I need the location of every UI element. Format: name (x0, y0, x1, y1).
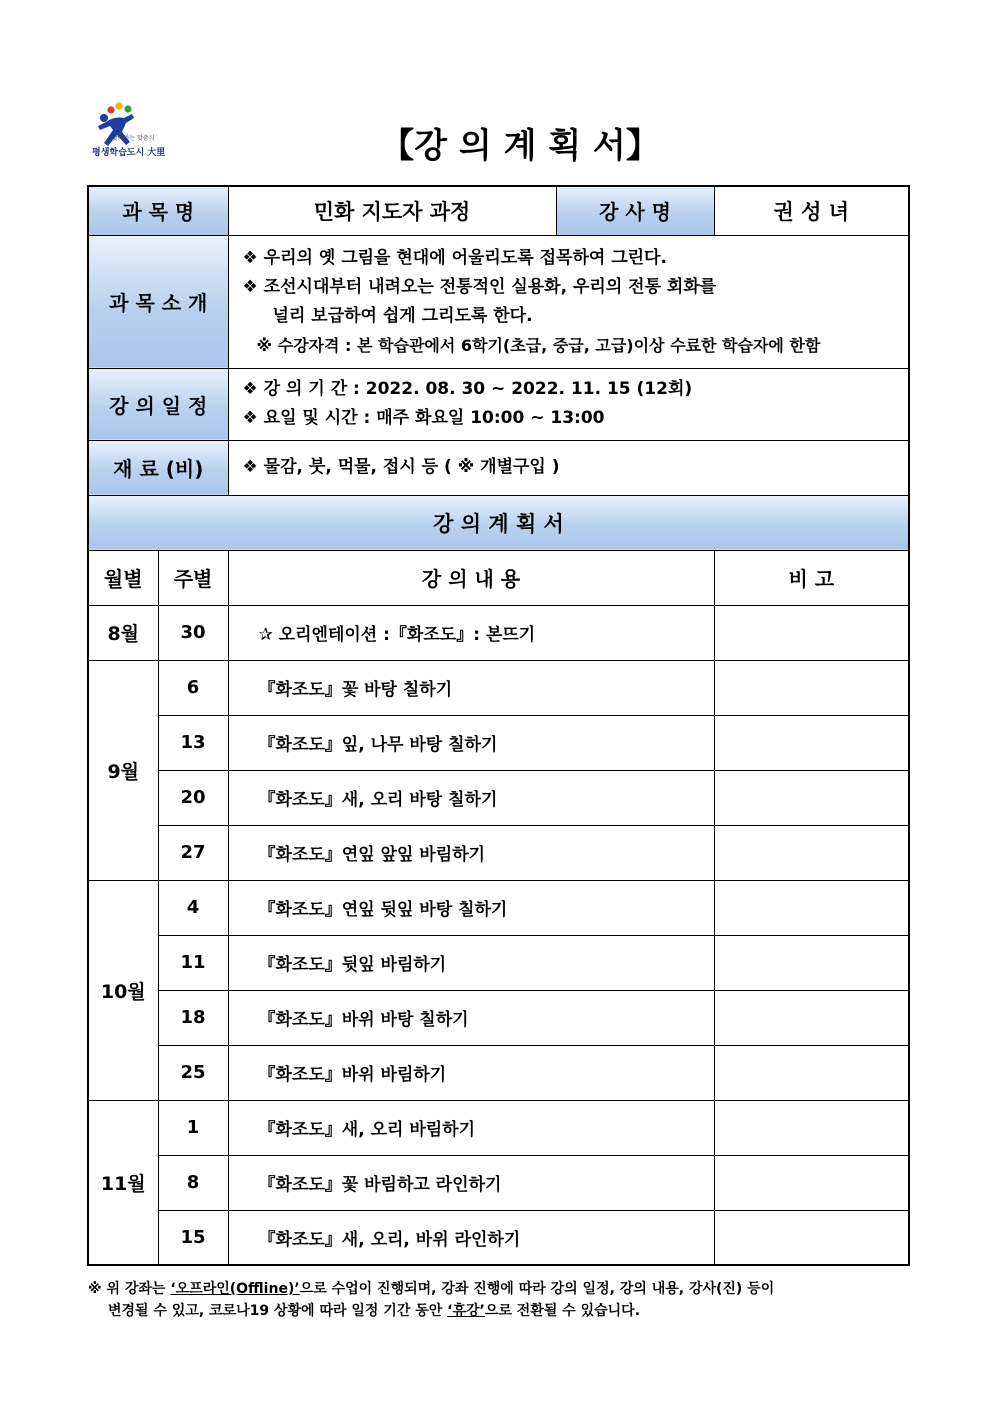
logo-slogan: 찾아가는 맞춤식 (112, 135, 155, 142)
table-row (88, 880, 909, 935)
remarks-cell (714, 715, 909, 770)
schedule-period: ❖ 강 의 기 간 : 2022. 08. 30 ~ 2022. 11. 15 (12회) (242, 379, 693, 399)
remarks-cell (714, 825, 909, 880)
intro-line: 널리 보급하여 쉽게 그리도록 한다. (272, 305, 533, 326)
footnote (88, 1278, 908, 1322)
footnote-line-1 (88, 1278, 908, 1300)
remarks-cell (714, 1155, 909, 1210)
logo-city-name: 평생학습도시 大里 (92, 148, 166, 158)
break-emphasis: ‘휴강’ (447, 1303, 485, 1319)
content-cell: 『화조도』뒷잎 바림하기 (228, 935, 714, 990)
content-cell: 『화조도』새, 오리 바탕 칠하기 (228, 770, 714, 825)
month-column-header: 월별 (88, 550, 158, 605)
week-cell: 27 (158, 825, 228, 880)
month-cell: 9월 (88, 660, 158, 880)
week-cell: 13 (158, 715, 228, 770)
remarks-cell (714, 1100, 909, 1155)
month-cell: 8월 (88, 605, 158, 660)
materials-label: 재 료 (비) (88, 440, 228, 495)
week-cell: 25 (158, 1045, 228, 1100)
remarks-column-header: 비 고 (714, 550, 909, 605)
table-row (88, 770, 909, 825)
intro-line: ❖ 우리의 옛 그림을 현대에 어울리도록 접목하여 그린다. (242, 247, 667, 268)
remarks-cell (714, 1210, 909, 1265)
course-name-value: 민화 지도자 과정 (228, 186, 556, 235)
content-cell: 『화조도』바위 바림하기 (228, 1045, 714, 1100)
content-cell: 『화조도』연잎 앞잎 바림하기 (228, 825, 714, 880)
course-name-label: 과 목 명 (88, 186, 228, 235)
content-cell: 『화조도』연잎 뒷잎 바탕 칠하기 (228, 880, 714, 935)
content-cell: 『화조도』바위 바탕 칠하기 (228, 990, 714, 1045)
content-cell: 『화조도』꽃 바림하고 라인하기 (228, 1155, 714, 1210)
footnote-text: 으로 수업이 진행되며, 강좌 진행에 따라 강의 일정, 강의 내용, 강사(진) 등이 (299, 1281, 775, 1297)
eligibility-note: ※ 수강자격 : 본 학습관에서 6학기(초급, 중급, 고급)이상 수료한 학습자에 한함 (256, 335, 821, 355)
schedule-content (228, 368, 909, 440)
document-title: 【강 의 계 획 서】 (380, 126, 660, 166)
content-cell: ✰ 오리엔테이션 :『화조도』: 본뜨기 (228, 605, 714, 660)
week-column-header: 주별 (158, 550, 228, 605)
footnote-text: 변경될 수 있고, 코로나19 상황에 따라 일정 기간 동안 (108, 1303, 448, 1319)
content-cell: 『화조도』잎, 나무 바탕 칠하기 (228, 715, 714, 770)
table-row (88, 825, 909, 880)
city-logo (88, 100, 198, 162)
footnote-text: 으로 전환될 수 있습니다. (484, 1303, 641, 1319)
instructor-label: 강 사 명 (556, 186, 714, 235)
course-plan-table (87, 185, 910, 1266)
content-cell: 『화조도』새, 오리, 바위 라인하기 (228, 1210, 714, 1265)
week-cell: 11 (158, 935, 228, 990)
table-row (88, 935, 909, 990)
schedule-label: 강 의 일 정 (88, 368, 228, 440)
remarks-cell (714, 660, 909, 715)
course-intro-content (228, 235, 909, 368)
materials-content: ❖ 물감, 붓, 먹물, 접시 등 ( ※ 개별구입 ) (228, 440, 909, 495)
remarks-cell (714, 605, 909, 660)
course-intro-label: 과 목 소 개 (88, 235, 228, 368)
table-row (88, 1045, 909, 1100)
table-row (88, 990, 909, 1045)
content-cell: 『화조도』새, 오리 바림하기 (228, 1100, 714, 1155)
remarks-cell (714, 990, 909, 1045)
remarks-cell (714, 770, 909, 825)
week-cell: 4 (158, 880, 228, 935)
week-cell: 8 (158, 1155, 228, 1210)
week-cell: 18 (158, 990, 228, 1045)
table-row (88, 1210, 909, 1265)
intro-line: ❖ 조선시대부터 내려오는 전통적인 실용화, 우리의 전통 회화를 (242, 276, 717, 297)
content-cell: 『화조도』꽃 바탕 칠하기 (228, 660, 714, 715)
week-cell: 6 (158, 660, 228, 715)
week-cell: 15 (158, 1210, 228, 1265)
week-cell: 1 (158, 1100, 228, 1155)
week-cell: 20 (158, 770, 228, 825)
plan-section-title: 강 의 계 획 서 (88, 495, 909, 550)
month-cell: 11월 (88, 1100, 158, 1265)
remarks-cell (714, 935, 909, 990)
table-row (88, 1100, 909, 1155)
table-row (88, 1155, 909, 1210)
remarks-cell (714, 880, 909, 935)
table-row (88, 715, 909, 770)
remarks-cell (714, 1045, 909, 1100)
table-row (88, 605, 909, 660)
month-cell: 10월 (88, 880, 158, 1100)
footnote-text: ※ 위 강좌는 (88, 1281, 171, 1297)
logo-figure-icon (88, 100, 148, 150)
content-column-header: 강 의 내 용 (228, 550, 714, 605)
table-row (88, 660, 909, 715)
schedule-time: ❖ 요일 및 시간 : 매주 화요일 10:00 ~ 13:00 (242, 408, 605, 428)
offline-emphasis: ‘오프라인(Offline)’ (170, 1281, 300, 1297)
instructor-value: 권 성 녀 (714, 186, 909, 235)
footnote-line-2 (88, 1300, 908, 1322)
week-cell: 30 (158, 605, 228, 660)
